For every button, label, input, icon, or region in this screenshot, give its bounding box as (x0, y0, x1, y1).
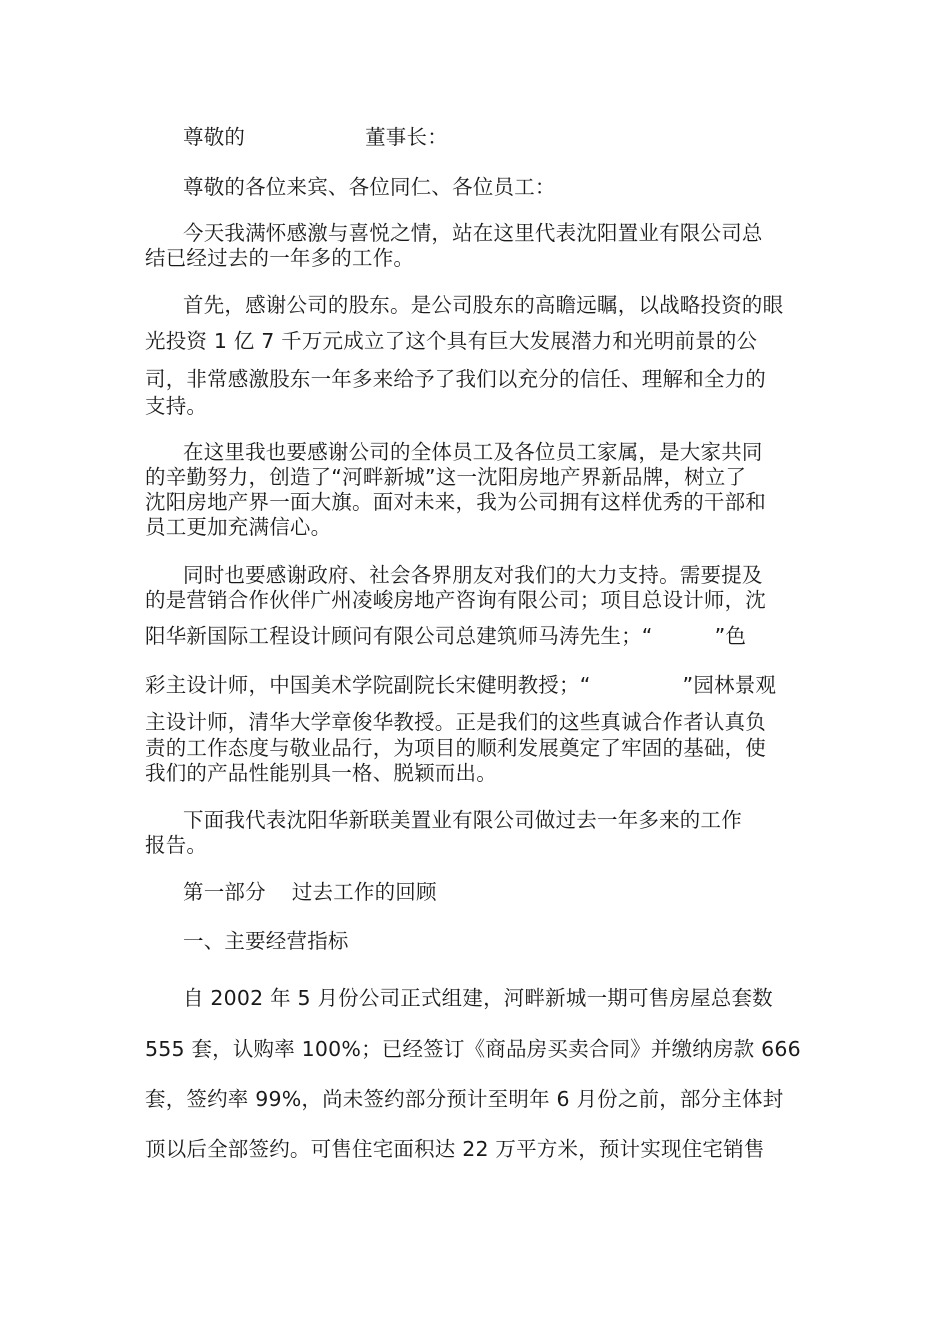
paragraph-2-line-2: 光投资 1 亿 7 千万元成立了这个具有巨大发展潜力和光明前景的公 (145, 329, 758, 353)
paragraph-4-line-4-text: 彩主设计师，中国美术学院副院长宋健明教授；“ (145, 673, 591, 697)
paragraph-2-line-1: 首先，感谢公司的股东。是公司股东的高瞻远瞩，以战略投资的眼 (183, 293, 784, 317)
paragraph-4-line-3-text: 阳华新国际工程设计顾问有限公司总建筑师马涛先生；“ (145, 624, 653, 648)
paragraph-3-line-2: 的辛勤努力，创造了“河畔新城”这一沈阳房地产界新品牌，树立了 (145, 465, 747, 489)
paragraph-3-line-4: 员工更加充满信心。 (145, 515, 332, 539)
paragraph-4-line-3-end: ”色 (714, 624, 747, 648)
paragraph-1-line-1: 今天我满怀感激与喜悦之情，站在这里代表沈阳置业有限公司总 (183, 221, 763, 245)
paragraph-2-line-3: 司，非常感激股东一年多来给予了我们以充分的信任、理解和全力的 (145, 367, 766, 391)
section-heading (183, 880, 437, 904)
greeting: 尊敬的各位来宾、各位同仁、各位员工： (183, 175, 556, 199)
paragraph-4-line-4 (145, 673, 776, 697)
paragraph-5-line-1: 下面我代表沈阳华新联美置业有限公司做过去一年多来的工作 (183, 808, 742, 832)
salutation-prefix: 尊敬的 (183, 125, 246, 149)
section-part: 第一部分 (183, 880, 266, 904)
salutation (183, 125, 448, 149)
paragraph-3-line-3: 沈阳房地产界一面大旗。面对未来，我为公司拥有这样优秀的干部和 (145, 490, 766, 514)
paragraph-6-line-1: 自 2002 年 5 月份公司正式组建，河畔新城一期可售房屋总套数 (183, 986, 773, 1010)
salutation-title: 董事长： (365, 125, 448, 149)
paragraph-6-line-4: 顶以后全部签约。可售住宅面积达 22 万平方米，预计实现住宅销售 (145, 1137, 765, 1161)
paragraph-4-line-2: 的是营销合作伙伴广州凌峻房地产咨询有限公司；项目总设计师，沈 (145, 588, 766, 612)
paragraph-4-line-3 (145, 624, 746, 648)
section-title: 过去工作的回顾 (291, 880, 437, 904)
paragraph-6-line-3: 套，签约率 99%，尚未签约部分预计至明年 6 月份之前，部分主体封 (145, 1087, 784, 1111)
paragraph-4-line-7: 我们的产品性能别具一格、脱颖而出。 (145, 761, 497, 785)
paragraph-6-line-2: 555 套，认购率 100%；已经签订《商品房买卖合同》并缴纳房款 666 (145, 1037, 801, 1061)
paragraph-4-line-5: 主设计师，清华大学章俊华教授。正是我们的这些真诚合作者认真负 (145, 710, 766, 734)
paragraph-4-line-4-end: ”园林景观 (682, 673, 777, 697)
paragraph-5-line-2: 报告。 (145, 833, 208, 857)
paragraph-3-line-1: 在这里我也要感谢公司的全体员工及各位员工家属，是大家共同 (183, 440, 763, 464)
paragraph-2-line-4: 支持。 (145, 394, 208, 418)
paragraph-4-line-1: 同时也要感谢政府、社会各界朋友对我们的大力支持。需要提及 (183, 563, 763, 587)
subsection-heading: 一、主要经营指标 (183, 929, 349, 953)
paragraph-1-line-2: 结已经过去的一年多的工作。 (145, 246, 415, 270)
paragraph-4-line-6: 责的工作态度与敬业品行，为项目的顺利发展奠定了牢固的基础，使 (145, 736, 766, 760)
